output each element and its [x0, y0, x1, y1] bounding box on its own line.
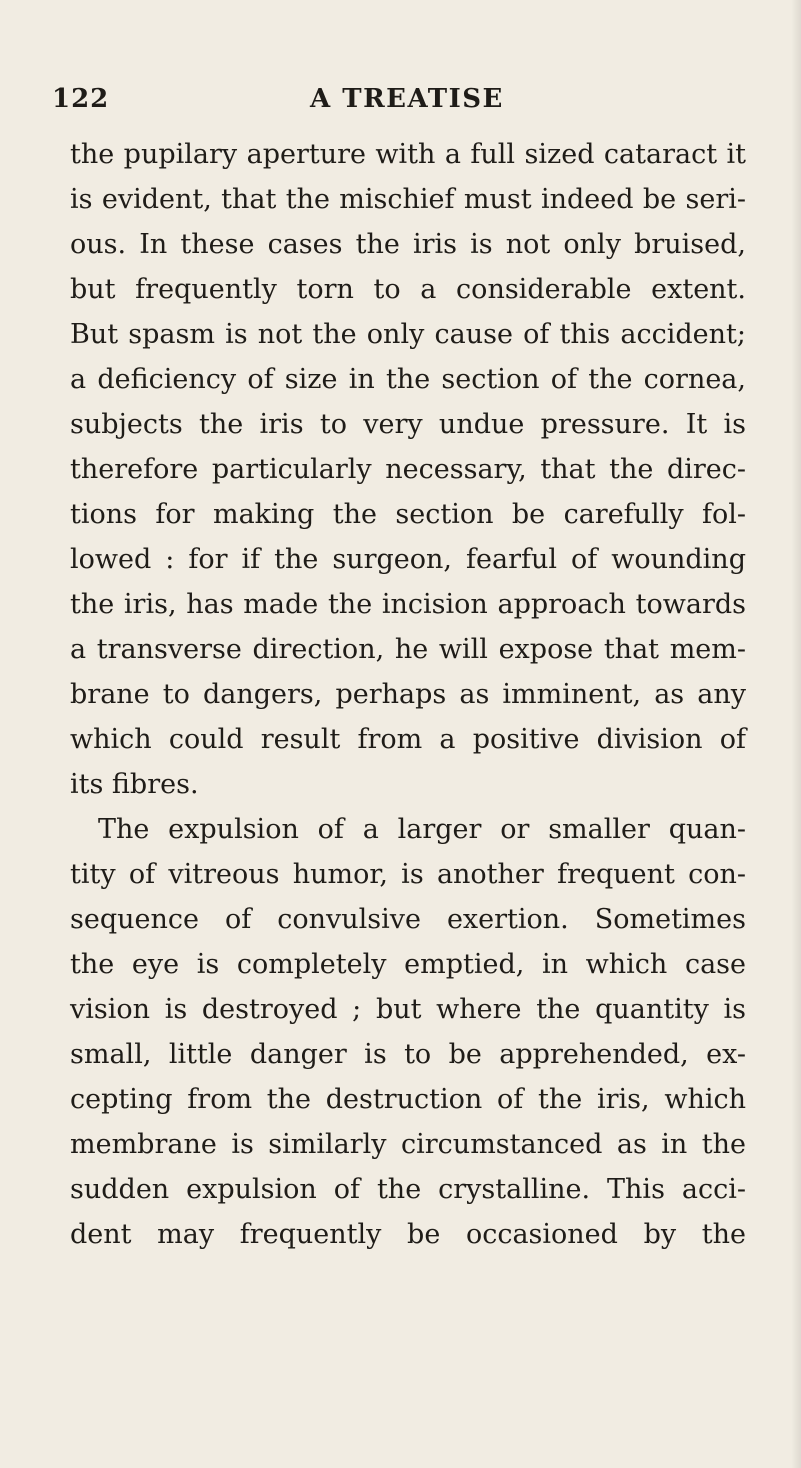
- text-line: its fibres.: [70, 769, 199, 800]
- body-text: [70, 132, 746, 1257]
- text-line: membrane is similarly circumstanced as in the: [70, 1129, 746, 1160]
- text-line: But spasm is not the only cause of this accident;: [70, 319, 746, 350]
- text-line: vision is destroyed ; but where the quantity is: [70, 994, 746, 1025]
- text-line: sudden expulsion of the crystalline. This acci-: [70, 1174, 746, 1205]
- text-line: the pupilary aperture with a full sized cataract it: [70, 139, 746, 170]
- text-line: which could result from a positive division of: [70, 724, 746, 755]
- text-line: therefore particularly necessary, that the direc-: [70, 454, 746, 485]
- page-number: 122: [52, 84, 110, 114]
- text-line: subjects the iris to very undue pressure. It is: [70, 409, 746, 440]
- text-line: but frequently torn to a considerable extent.: [70, 274, 746, 305]
- text-line: a transverse direction, he will expose that mem-: [70, 634, 746, 665]
- text-line: the eye is completely emptied, in which case: [70, 949, 746, 980]
- text-line: tions for making the section be carefully fol-: [70, 499, 746, 530]
- running-head: A TREATISE: [310, 84, 504, 114]
- text-line: lowed : for if the surgeon, fearful of wounding: [70, 544, 746, 575]
- text-line: ous. In these cases the iris is not only bruised,: [70, 229, 746, 260]
- text-line: cepting from the destruction of the iris, which: [70, 1084, 746, 1115]
- text-line: The expulsion of a larger or smaller quan-: [98, 814, 746, 845]
- text-line: sequence of convulsive exertion. Sometimes: [70, 904, 746, 935]
- page-header: [52, 84, 752, 124]
- text-line: dent may frequently be occasioned by the: [70, 1219, 746, 1250]
- text-line: a deficiency of size in the section of the cornea,: [70, 364, 746, 395]
- text-line: tity of vitreous humor, is another frequent con-: [70, 859, 746, 890]
- page-edge-shadow: [791, 0, 801, 1468]
- text-line: the iris, has made the incision approach towards: [70, 589, 746, 620]
- text-line: is evident, that the mischief must indeed be seri-: [70, 184, 746, 215]
- text-line: small, little danger is to be apprehended, ex-: [70, 1039, 746, 1070]
- text-line: brane to dangers, perhaps as imminent, as any: [70, 679, 746, 710]
